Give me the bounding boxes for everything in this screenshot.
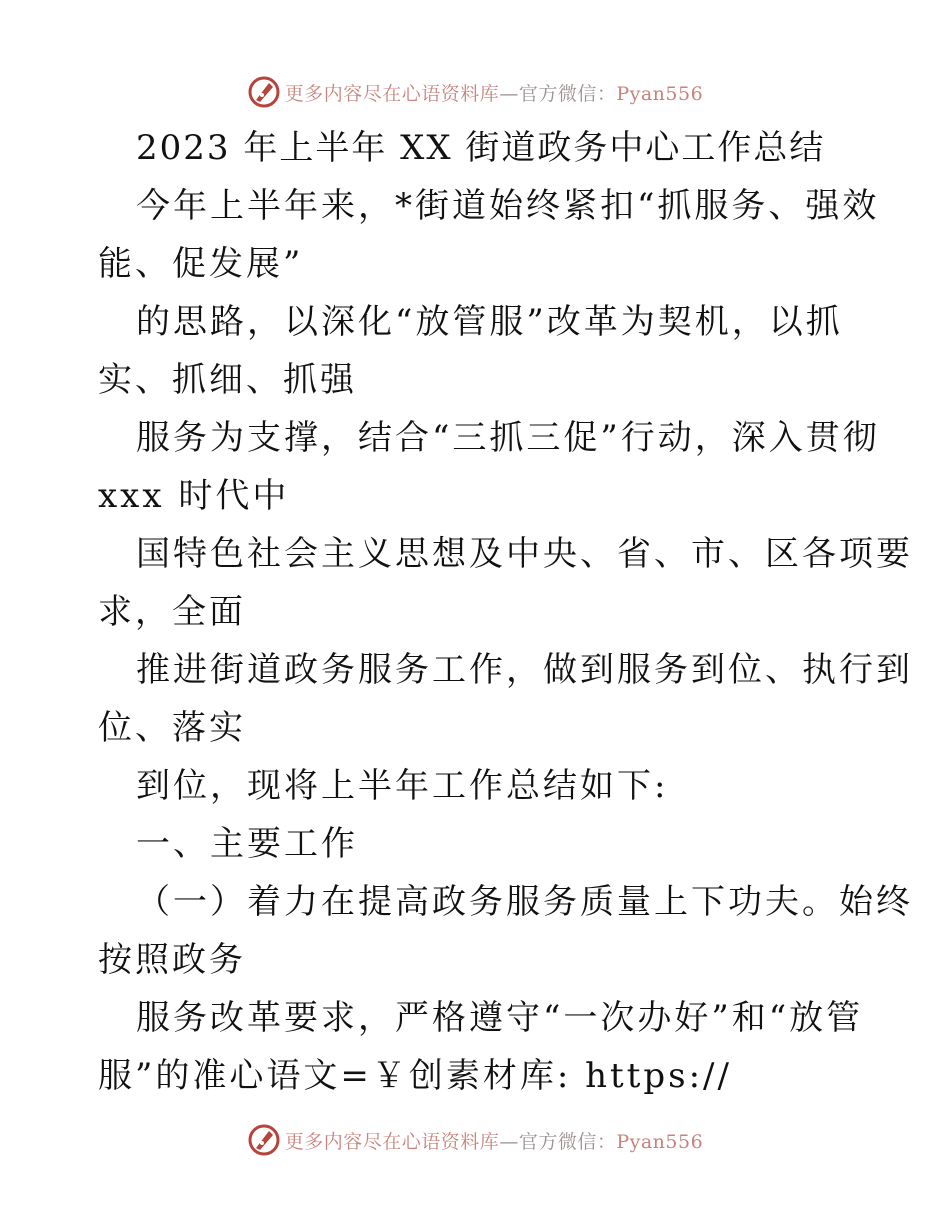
banner-text: 更多内容尽在心语资料库—官方微信：Pyan556: [284, 82, 704, 105]
text-line: 按照政务: [98, 940, 246, 980]
text-line: 服务为支撑，结合“三抓三促”行动，深入贯彻: [136, 418, 880, 458]
text-line: 国特色社会主义思想及中央、省、市、区各项要: [136, 534, 913, 574]
document-title: 2023 年上半年 XX 街道政务中心工作总结: [136, 128, 826, 168]
subsection-heading: （一）着力在提高政务服务质量上下功夫。始终: [136, 882, 913, 922]
text-line: xxx 时代中: [98, 476, 290, 516]
section-heading: 一、主要工作: [136, 824, 358, 864]
text-line: 推进街道政务服务工作，做到服务到位、执行到: [136, 650, 913, 690]
text-line: 的思路，以深化“放管服”改革为契机，以抓: [136, 302, 843, 342]
text-line: 实、抓细、抓强: [98, 360, 357, 400]
text-line: 到位，现将上半年工作总结如下:: [136, 766, 669, 806]
header-banner[interactable]: [0, 72, 950, 112]
footer-banner[interactable]: [0, 1120, 950, 1160]
text-line: 能、促发展”: [98, 244, 304, 284]
banner-text: 更多内容尽在心语资料库—官方微信：Pyan556: [284, 1130, 704, 1153]
text-line: 服务改革要求，严格遵守“一次办好”和“放管: [136, 998, 864, 1038]
text-line: 求，全面: [98, 592, 246, 632]
text-line: 今年上半年来，*街道始终紧扣“抓服务、强效: [136, 186, 880, 226]
text-line: 服”的准心语文=￥创素材库: https://: [98, 1056, 732, 1096]
document-body: [98, 123, 913, 1109]
pen-nib-logo-icon: [247, 75, 281, 109]
pen-nib-logo-icon: [247, 1123, 281, 1157]
text-line: 位、落实: [98, 708, 246, 748]
